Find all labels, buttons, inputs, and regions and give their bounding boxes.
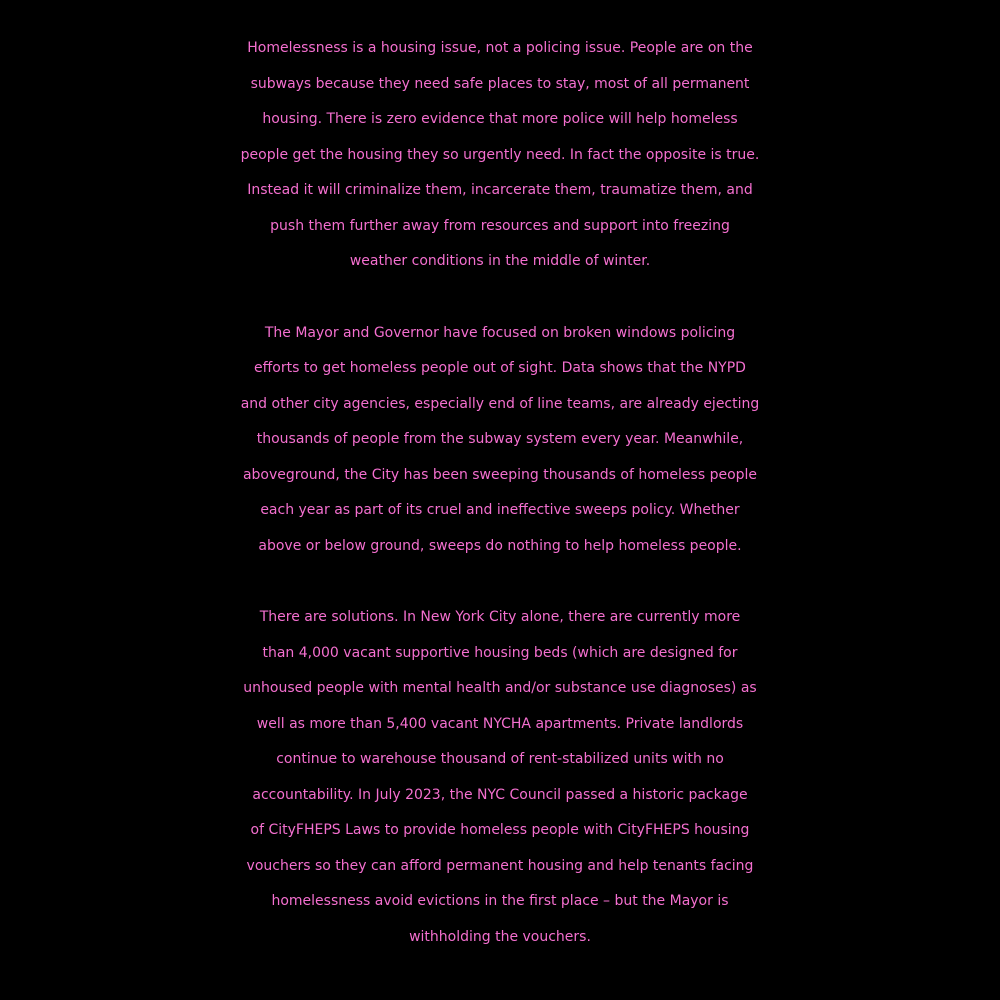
text-line: thousands of people from the subway system every year. Meanwhile,: [256, 431, 744, 447]
text-line: than 4,000 vacant supportive housing beds (which are designed for: [262, 644, 738, 661]
text-line: continue to warehouse thousand of rent-stabilized units with no: [276, 751, 724, 767]
text-line: above or below ground, sweeps do nothing to help homeless people.: [258, 537, 742, 554]
text-line: of CityFHEPS Laws to provide homeless people with CityFHEPS housing: [250, 822, 750, 838]
text-line: homelessness avoid evictions in the first place – but the Mayor is: [271, 893, 729, 909]
text-line: each year as part of its cruel and ineffective sweeps policy. Whether: [260, 502, 740, 518]
text-line: weather conditions in the middle of winter.: [349, 253, 651, 269]
text-line: Instead it will criminalize them, incarcerate them, traumatize them, and: [247, 182, 753, 198]
text-line: withholding the vouchers.: [409, 928, 591, 945]
text-line: well as more than 5,400 vacant NYCHA apartments. Private landlords: [256, 715, 744, 732]
text-line: subways because they need safe places to stay, most of all permanent: [250, 75, 750, 92]
text-line: aboveground, the City has been sweeping thousands of homeless people: [242, 466, 758, 483]
text-line: housing. There is zero evidence that more police will help homeless: [262, 111, 738, 127]
text-line: efforts to get homeless people out of sight. Data shows that the NYPD: [254, 360, 746, 376]
text-line: unhoused people with mental health and/or substance use diagnoses) as: [243, 680, 757, 696]
text-line: accountability. In July 2023, the NYC Council passed a historic package: [252, 786, 748, 803]
text-line: people get the housing they so urgently need. In fact the opposite is true.: [240, 146, 760, 163]
text-line: Homelessness is a housing issue, not a policing issue. People are on the: [247, 40, 753, 56]
paragraph-policing-efforts: [0, 316, 1000, 565]
text-line: There are solutions. In New York City alone, there are currently more: [259, 609, 741, 625]
text-line: The Mayor and Governor have focused on broken windows policing: [264, 324, 736, 341]
text-line: vouchers so they can afford permanent housing and help tenants facing: [246, 857, 754, 874]
paragraph-housing-issue: [0, 31, 1000, 280]
text-line: and other city agencies, especially end of line teams, are already ejecting: [240, 395, 760, 412]
paragraph-solutions: [0, 600, 1000, 955]
text-line: push them further away from resources and support into freezing: [270, 217, 730, 234]
